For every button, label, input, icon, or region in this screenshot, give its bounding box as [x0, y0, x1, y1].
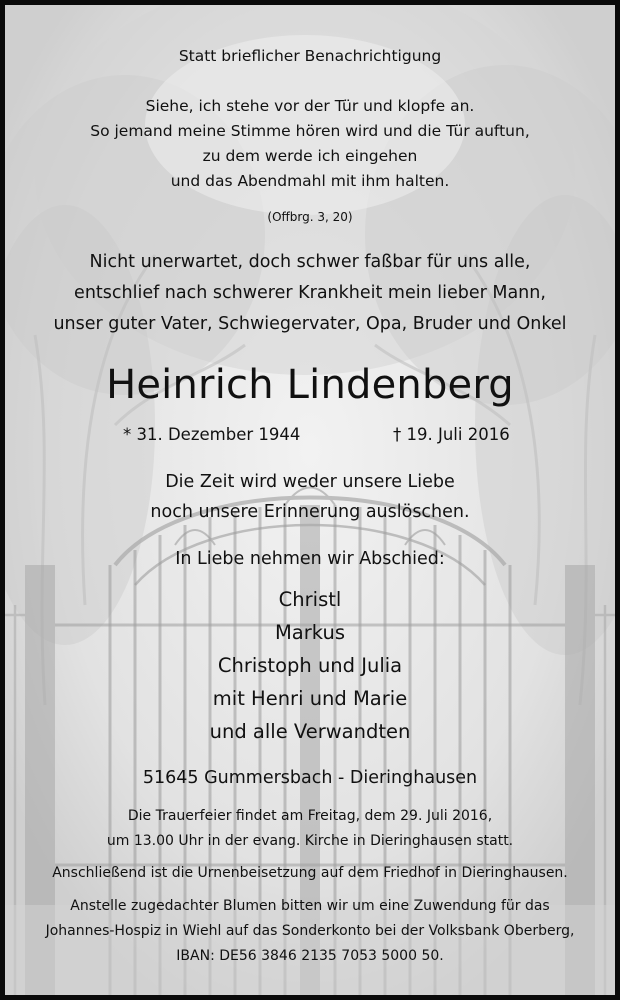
quote-line: noch unsere Erinnerung auslöschen.: [150, 502, 470, 522]
mourner-name: Markus: [274, 621, 345, 644]
birth-date: * 31. Dezember 1944: [123, 425, 301, 444]
announcement-line: entschlief nach schwerer Krankheit mein lieber Mann,: [74, 283, 546, 303]
verse-reference: (Offbrg. 3, 20): [267, 210, 353, 224]
announcement-line: unser guter Vater, Schwiegervater, Opa, Bruder und Onkel: [53, 314, 567, 334]
farewell-intro: In Liebe nehmen wir Abschied:: [175, 549, 445, 569]
quote-line: Die Zeit wird weder unsere Liebe: [165, 472, 455, 492]
mourner-name: Christoph und Julia: [217, 654, 403, 677]
donation-line: Johannes-Hospiz in Wiehl auf das Sonderkonto bei der Volksbank Oberberg,: [45, 923, 575, 939]
mourner-name: und alle Verwandten: [209, 720, 411, 743]
verse-line: zu dem werde ich eingehen: [202, 147, 418, 165]
mourner-name: mit Henri und Marie: [212, 687, 408, 710]
mourner-name: Christl: [278, 588, 342, 611]
verse-line: und das Abendmahl mit ihm halten.: [170, 172, 450, 190]
verse-line: Siehe, ich stehe vor der Tür und klopfe an.: [145, 97, 475, 115]
announcement-line: Nicht unerwartet, doch schwer faßbar für uns alle,: [89, 252, 531, 272]
service-line: Die Trauerfeier findet am Freitag, dem 29. Juli 2016,: [127, 808, 493, 824]
location-line: 51645 Gummersbach - Dieringhausen: [142, 768, 478, 788]
donation-line: Anstelle zugedachter Blumen bitten wir um eine Zuwendung für das: [70, 898, 550, 914]
burial-line: Anschließend ist die Urnenbeisetzung auf dem Friedhof in Dieringhausen.: [52, 865, 568, 881]
death-date: † 19. Juli 2016: [393, 425, 510, 444]
deceased-name: Heinrich Lindenberg: [106, 362, 514, 408]
service-line: um 13.00 Uhr in der evang. Kirche in Dieringhausen statt.: [106, 833, 514, 849]
donation-line: IBAN: DE56 3846 2135 7053 5000 50.: [176, 948, 444, 964]
verse-line: So jemand meine Stimme hören wird und die Tür auftun,: [90, 122, 530, 140]
header-line: Statt brieflicher Benachrichtigung: [178, 47, 442, 65]
notice-text: [5, 5, 615, 995]
